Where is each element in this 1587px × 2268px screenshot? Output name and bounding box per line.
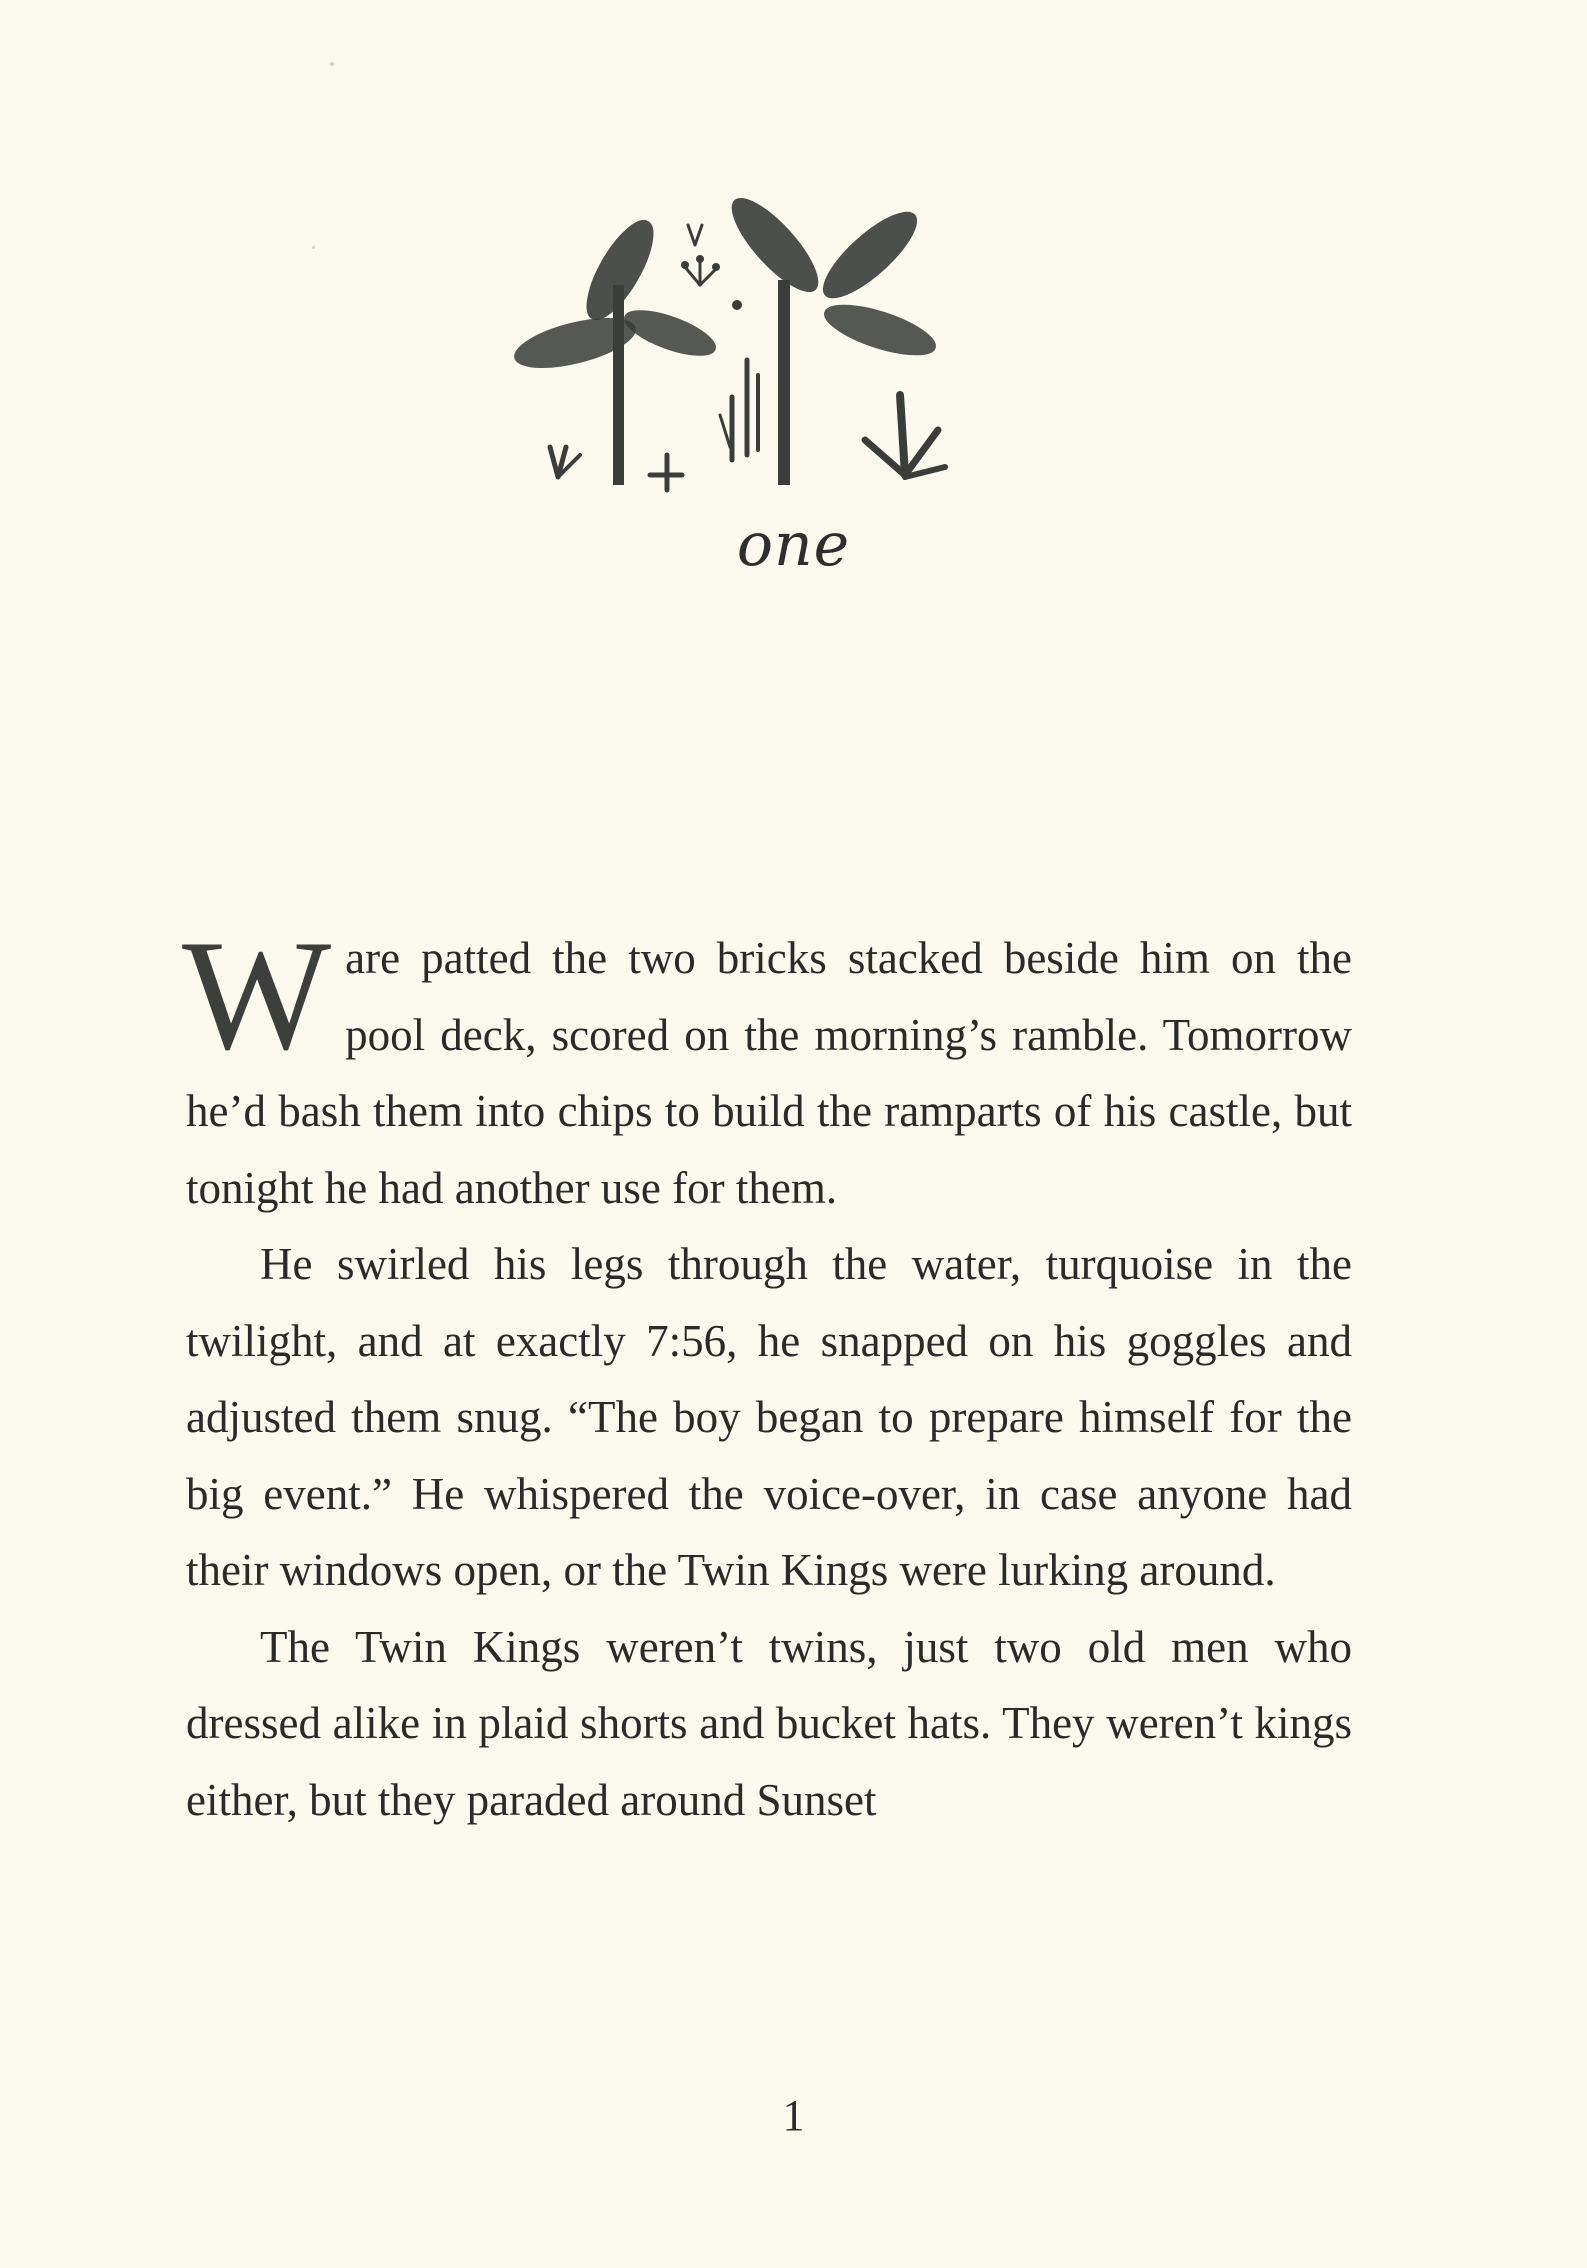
- paragraph: The Twin Kings weren’t twins, just two old men who dressed alike in plaid shorts and bucket hats. They weren’t kings either, but they paraded around Sunset: [186, 1621, 1352, 1825]
- chapter-body: [182, 908, 1352, 1838]
- paper-speck: [330, 62, 334, 66]
- page-number: 1: [782, 2091, 805, 2140]
- paragraph-text: are patted the two bricks stacked beside him on the pool deck, scored on the morning’s ramble. Tomorrow he’d bash them into chips to build the ramparts of his castle, but tonight he had another use for them.: [186, 933, 1352, 1213]
- chapter-title: one: [736, 510, 851, 580]
- drop-cap: W: [182, 908, 332, 1083]
- palm-leaf: [819, 295, 940, 365]
- paragraph: [182, 908, 1352, 1226]
- paper-speck: [312, 246, 315, 249]
- palm-plants-illustration-icon: [470, 185, 960, 505]
- palm-trunk: [613, 285, 624, 485]
- palm-trunk: [778, 280, 790, 485]
- palm-leaf: [812, 200, 928, 310]
- palm-leaf: [720, 187, 830, 303]
- paragraph: He swirled his legs through the water, turquoise in the twilight, and at exactly 7:56, he snapped on his goggles and adjusted them snug. “The boy began to prepare himself for the big event.” He whispered the voice-over, in case anyone had their windows open, or the Twin Kings were lurking around.: [186, 1239, 1352, 1595]
